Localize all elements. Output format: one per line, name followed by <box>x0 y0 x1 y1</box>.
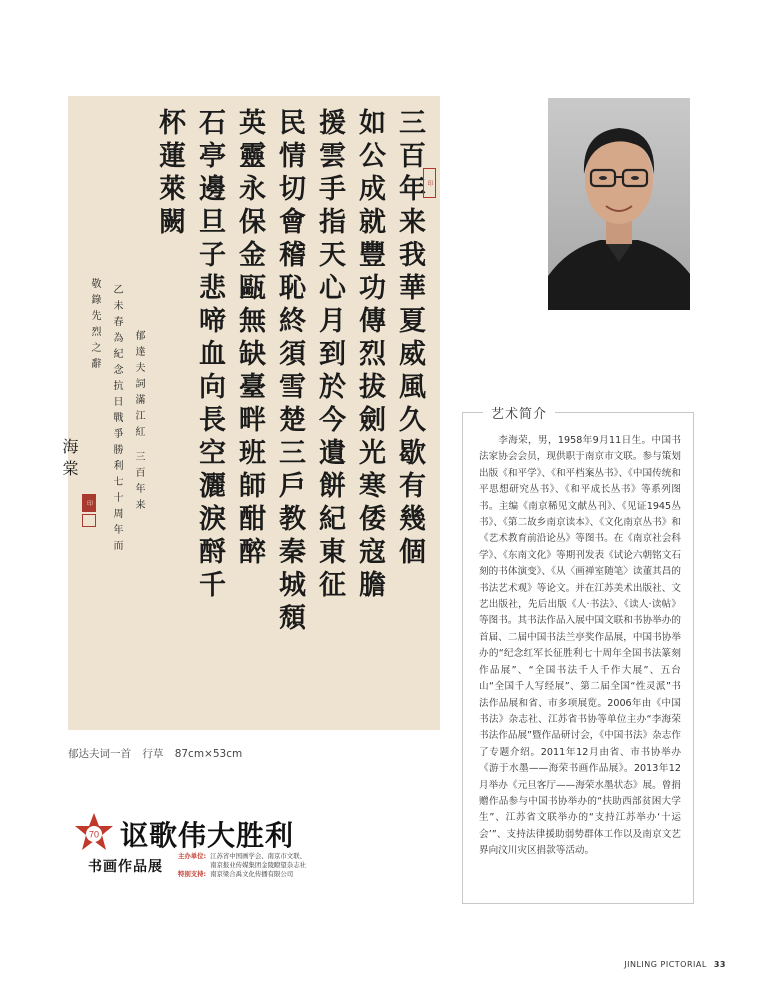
seal-stamp-bottom-second <box>82 514 96 527</box>
calligraphy-column: 援雲手指天心月到於今遺餅紀東征 <box>314 108 345 603</box>
star-70-icon <box>74 812 114 852</box>
exhibition-credits <box>178 852 306 879</box>
seal-stamp-bottom: 印 <box>82 494 96 512</box>
support-label: 特别支持: <box>178 870 207 878</box>
calligraphy-signature: 海棠 <box>60 438 79 482</box>
calligraphy-column: 如公成就豐功傳烈拔劍光寒倭寇膽 <box>354 108 385 603</box>
seal-stamp-top: 印 <box>423 168 436 198</box>
calligraphy-column: 石亭邊旦子悲啼血向長空灑淚酹千 <box>194 108 225 603</box>
calligraphy-inscription: 敬錄先烈之辭 <box>89 278 100 374</box>
caption-style: 行草 <box>142 748 164 760</box>
page-number: 33 <box>713 960 726 969</box>
calligraphy-artwork <box>60 96 440 730</box>
bio-heading: 艺术简介 <box>483 403 555 422</box>
caption-title: 郁达夫词一首 <box>68 748 131 760</box>
exhibition-title: 讴歌伟大胜利 <box>120 819 295 852</box>
bio-text: 李海荣，男，1958年9月11日生。中国书法家协会会员，现供职于南京市文联。参与策划出版《和平学》、《和平档案丛书》、《中国传统和平思想研究丛书》、《和平成长丛书》等系列图书。主编《南京稀见文献丛刊》、《见证1945丛书》、《第二故乡南京读本》、《文化南京丛书》和《艺术教育前沿论丛》等图书。在《南京社会科学》、《东南文化》等期刊发表《试论六朝铭文石刻的书体演变》、《从〈画禅室随笔〉读董其昌的书法艺术观》等论文。并在江苏美术出版社、文艺出版社，先后出版《人·书法》、《读人·读帖》等图书。其书法作品入展中国文联和书协举办的首届、二届中国书法兰亭奖作品展，中国书协举办的“纪念红军长征胜利七十周年全国书法篆刻作品展”、“全国书法千人千作大展”、五台山“全国千人写经展”、第二届全国“性灵派”书法作品展和省、市多项展览。2006年由《中国书法》杂志社、江苏省书协等单位主办“李海荣书法作品展”暨作品研讨会，《中国书法》杂志作了专题介绍。2011年12月由省、市书协举办《游于水墨——海荣书画作品展》。2013年12月举办《元旦客厅——海荣水墨状态》展。曾捐赠作品参与中国书协举办的“扶助西部贫困大学生”、江苏省文联举办的“支持江苏举办‘十运会’”、支持法律援助弱势群体工作以及南京文艺界向汶川灾区捐款等活动。 <box>479 435 681 857</box>
page-footer <box>624 960 726 969</box>
support-text: 南京梁合禹文化传播有限公司 <box>210 870 294 878</box>
organizer-label: 主办单位: <box>178 852 207 860</box>
badge-number: 70 <box>88 829 100 840</box>
calligraphy-text <box>58 108 426 716</box>
calligraphy-column: 三百年来我華夏威風久歇有幾個 <box>394 108 425 570</box>
calligraphy-inscription: 乙未春為紀念抗日戰爭勝利七十周年而 <box>111 284 122 556</box>
organizer-text: 南京报业传媒集团金陵瞭望杂志社 <box>210 861 306 869</box>
portrait-illustration <box>548 98 690 310</box>
magazine-name: JINLING PICTORIAL <box>624 960 707 969</box>
caption-size: 87cm×53cm <box>174 748 243 760</box>
calligraphy-column: 英靈永保金甌無缺臺畔班師酣醉 <box>234 108 265 570</box>
artwork-caption <box>68 746 250 761</box>
exhibition-logo <box>74 812 314 882</box>
calligraphy-inscription: 郁達夫詞滿江紅 三百年来 <box>133 330 144 516</box>
artist-portrait <box>548 98 690 310</box>
calligraphy-column: 民情切會稽恥終須雪楚三戶教秦城頹 <box>274 108 305 636</box>
organizer-text: 江苏省中国画学会、南京市文联、 <box>210 852 306 860</box>
exhibition-subtitle: 书画作品展 <box>88 859 163 875</box>
calligraphy-column: 杯蓮萊闕 <box>154 108 185 240</box>
artist-bio-box <box>462 407 694 904</box>
